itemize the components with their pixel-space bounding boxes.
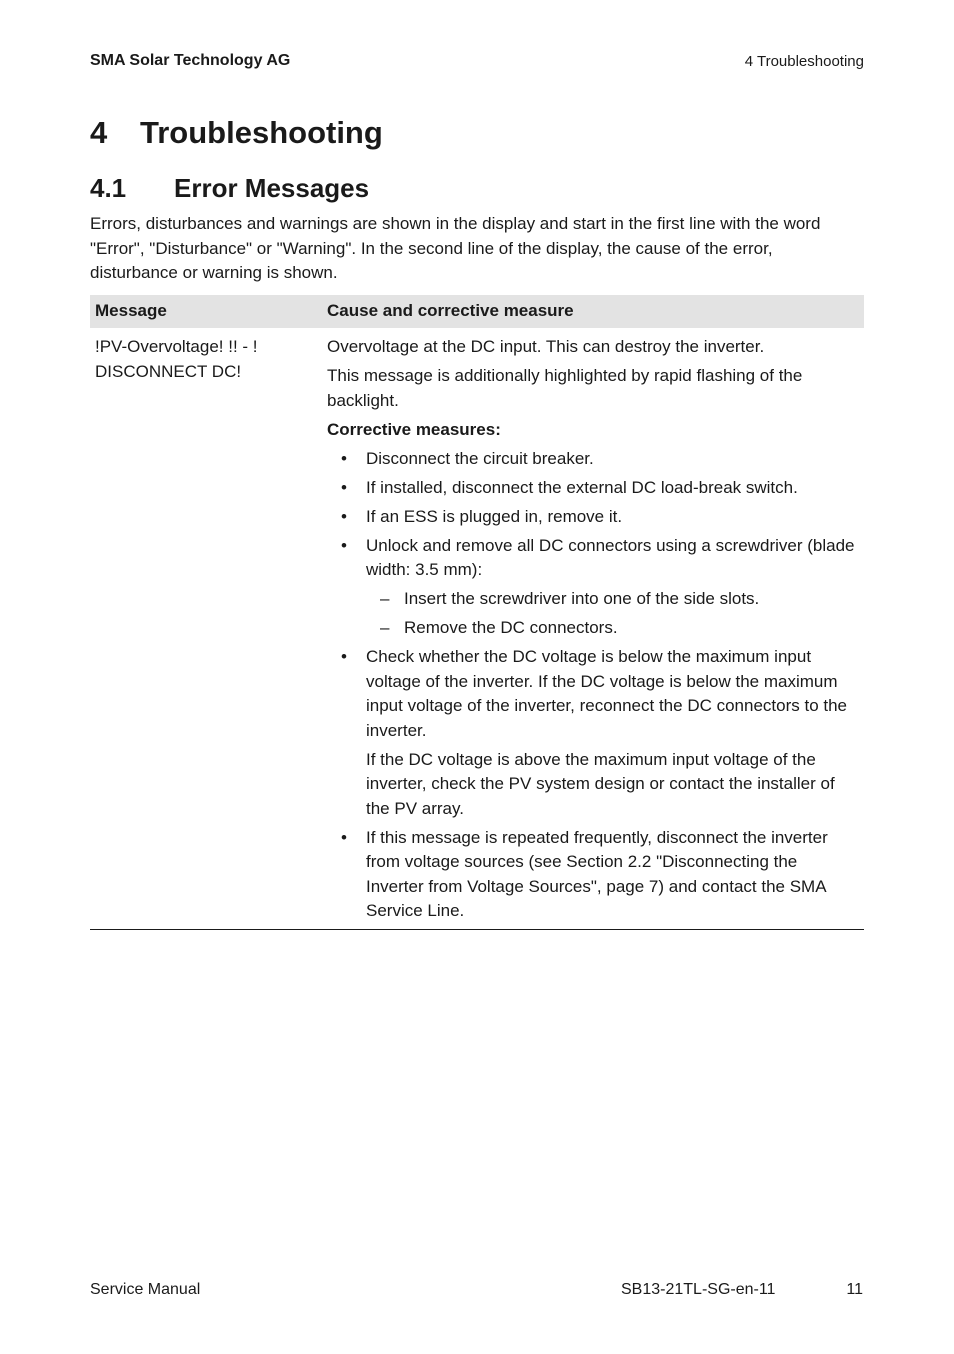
intro-paragraph: Errors, disturbances and warnings are shown in the display and start in the first line with the word "Error", "Disturbance" or "Warning". In the second line of the display, the cause of the error, disturbance or warning is shown. [90,214,821,282]
bullet-icon: • [341,827,347,847]
corrective-measures-label: Corrective measures: [327,419,501,439]
footer-page-number: 11 [846,1281,863,1298]
footer-manual-name: Service Manual [90,1281,201,1298]
cause-note: This message is additionally highlighted by rapid flashing of the backlight. [327,366,803,410]
error-table [90,295,864,930]
measure-text: Unlock and remove all DC connectors using a screwdriver (blade width: 3.5 mm): [366,535,855,579]
sub-step-text: Insert the screwdriver into one of the side slots. [404,589,760,608]
measure-text: If installed, disconnect the external DC load-break switch. [366,477,798,497]
message-cell [95,335,315,384]
list-item [327,447,857,472]
bullet-icon: • [341,506,347,526]
section-title-text: Error Messages [174,173,370,203]
dash-icon: – [380,589,390,608]
message-line-1: !PV-Overvoltage! !! - ! [95,337,258,356]
chapter-number: 4 [90,115,108,150]
sub-step-text: Remove the DC connectors. [404,618,618,637]
measure-text: If an ESS is plugged in, remove it. [366,506,623,526]
section-number: 4.1 [90,173,127,203]
sub-step-item [366,616,857,641]
list-item [327,645,857,821]
measure-text: Disconnect the circuit breaker. [366,448,594,468]
header-section: 4 Troubleshooting [744,53,864,70]
section-title [90,173,369,204]
footer-document-id: SB13-21TL-SG-en-11 [621,1281,776,1298]
measure-text: Check whether the DC voltage is below the maximum input voltage of the inverter. If the DC voltage is below the maximum input voltage of the inverter, reconnect the DC connectors to the inverter. [366,647,848,740]
cause-cell [327,335,857,928]
chapter-title-text: Troubleshooting [140,115,383,150]
measure-extra-text: If the DC voltage is above the maximum input voltage of the inverter, check the PV system design or contact the installer of the PV array. [366,749,835,818]
measure-text: If this message is repeated frequently, disconnect the inverter from voltage sources (see Section 2.2 "Disconnecting the Inverter from Voltage Sources", page 7) and contact the SMA Service Line. [366,827,828,920]
corrective-measures-list [327,447,857,924]
list-item [327,826,857,924]
dash-icon: – [380,618,390,637]
bullet-icon: • [341,535,347,555]
cause-text: Overvoltage at the DC input. This can destroy the inverter. [327,337,765,356]
bullet-icon: • [341,477,347,497]
list-item [327,505,857,530]
table-row [90,328,864,930]
chapter-title [90,115,383,151]
column-header-cause: Cause and corrective measure [327,301,574,320]
bullet-icon: • [341,448,347,468]
list-item [327,534,857,641]
header-company: SMA Solar Technology AG [90,52,291,69]
bullet-icon: • [341,647,347,666]
message-line-2: DISCONNECT DC! [95,361,242,381]
table-header [90,295,864,328]
column-header-message: Message [95,301,167,320]
list-item [327,476,857,501]
sub-step-item [366,587,857,612]
sub-steps-list [366,587,857,641]
